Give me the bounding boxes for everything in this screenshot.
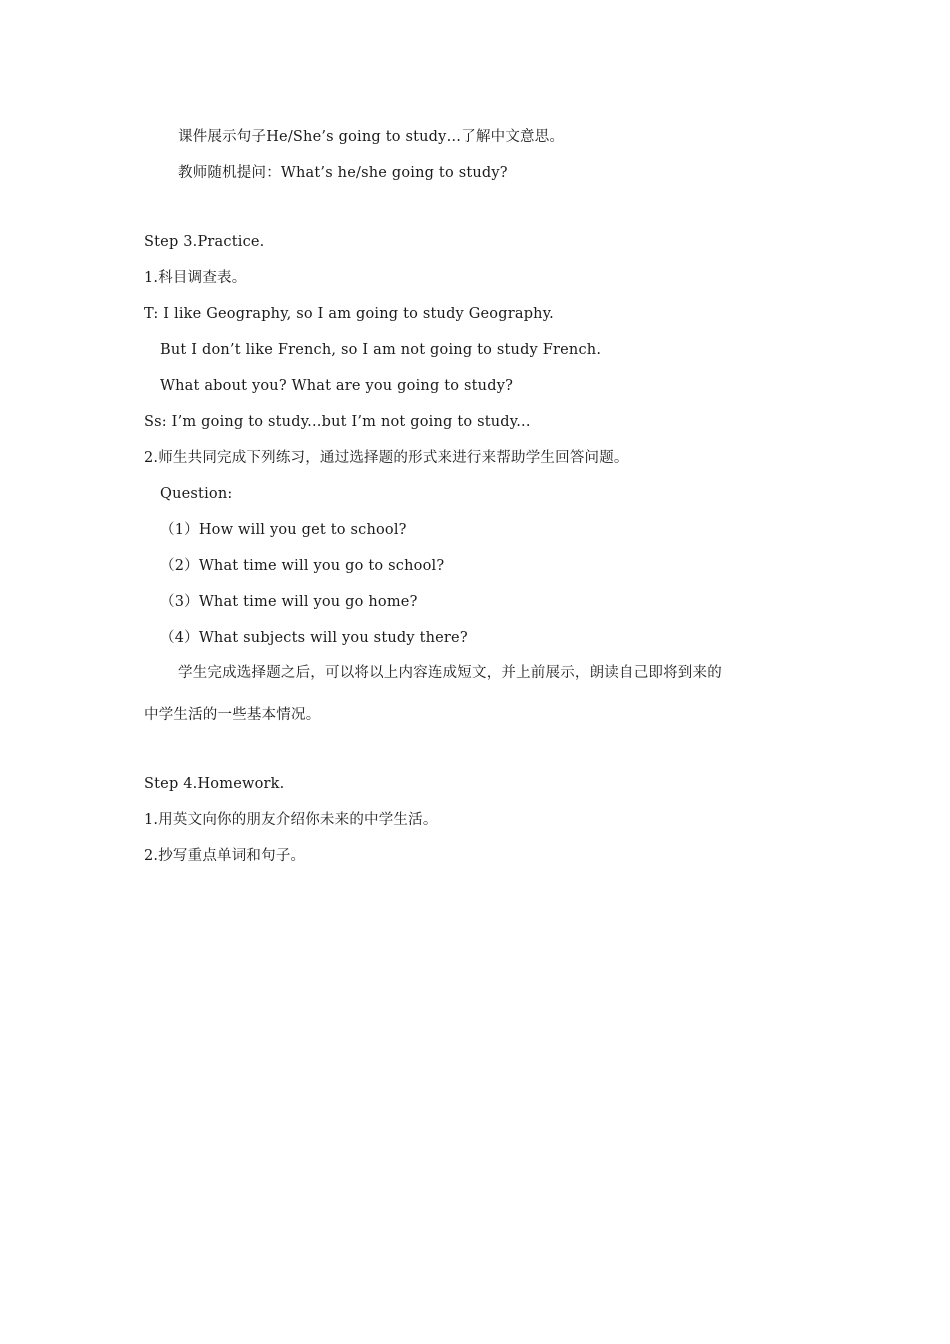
- intro-line-1: 课件展示句子He/She’s going to study…了解中文意思。: [178, 129, 565, 145]
- step4-item-1: 1.用英文向你的朋友介绍你未来的中学生活。: [144, 812, 438, 828]
- question-item: （2）What time will you go to school?: [160, 558, 445, 574]
- step3-item1-title: 1.科目调查表。: [144, 270, 247, 286]
- step3-heading: Step 3.Practice.: [144, 234, 265, 250]
- students-line: Ss: I’m going to study...but I’m not going to study...: [144, 414, 531, 430]
- teacher-line-1: T: I like Geography, so I am going to study Geography.: [144, 306, 554, 322]
- step3-item2-title: 2.师生共同完成下列练习，通过选择题的形式来进行来帮助学生回答问题。: [144, 450, 629, 466]
- question-item: （4）What subjects will you study there?: [160, 630, 468, 646]
- teacher-line-2: But I don’t like French, so I am not going to study French.: [160, 342, 602, 358]
- teacher-line-3: What about you? What are you going to study?: [160, 378, 514, 394]
- step4-heading: Step 4.Homework.: [144, 776, 285, 792]
- question-item: （3）What time will you go home?: [160, 594, 418, 610]
- note-line-2: 中学生活的一些基本情况。: [144, 707, 321, 723]
- question-label: Question:: [160, 486, 233, 502]
- note-line-1: 学生完成选择题之后，可以将以上内容连成短文，并上前展示，朗读自己即将到来的: [178, 665, 722, 681]
- intro-line-2: 教师随机提问：What’s he/she going to study?: [178, 165, 508, 181]
- step4-item-2: 2.抄写重点单词和句子。: [144, 848, 306, 864]
- question-item: （1）How will you get to school?: [160, 522, 407, 538]
